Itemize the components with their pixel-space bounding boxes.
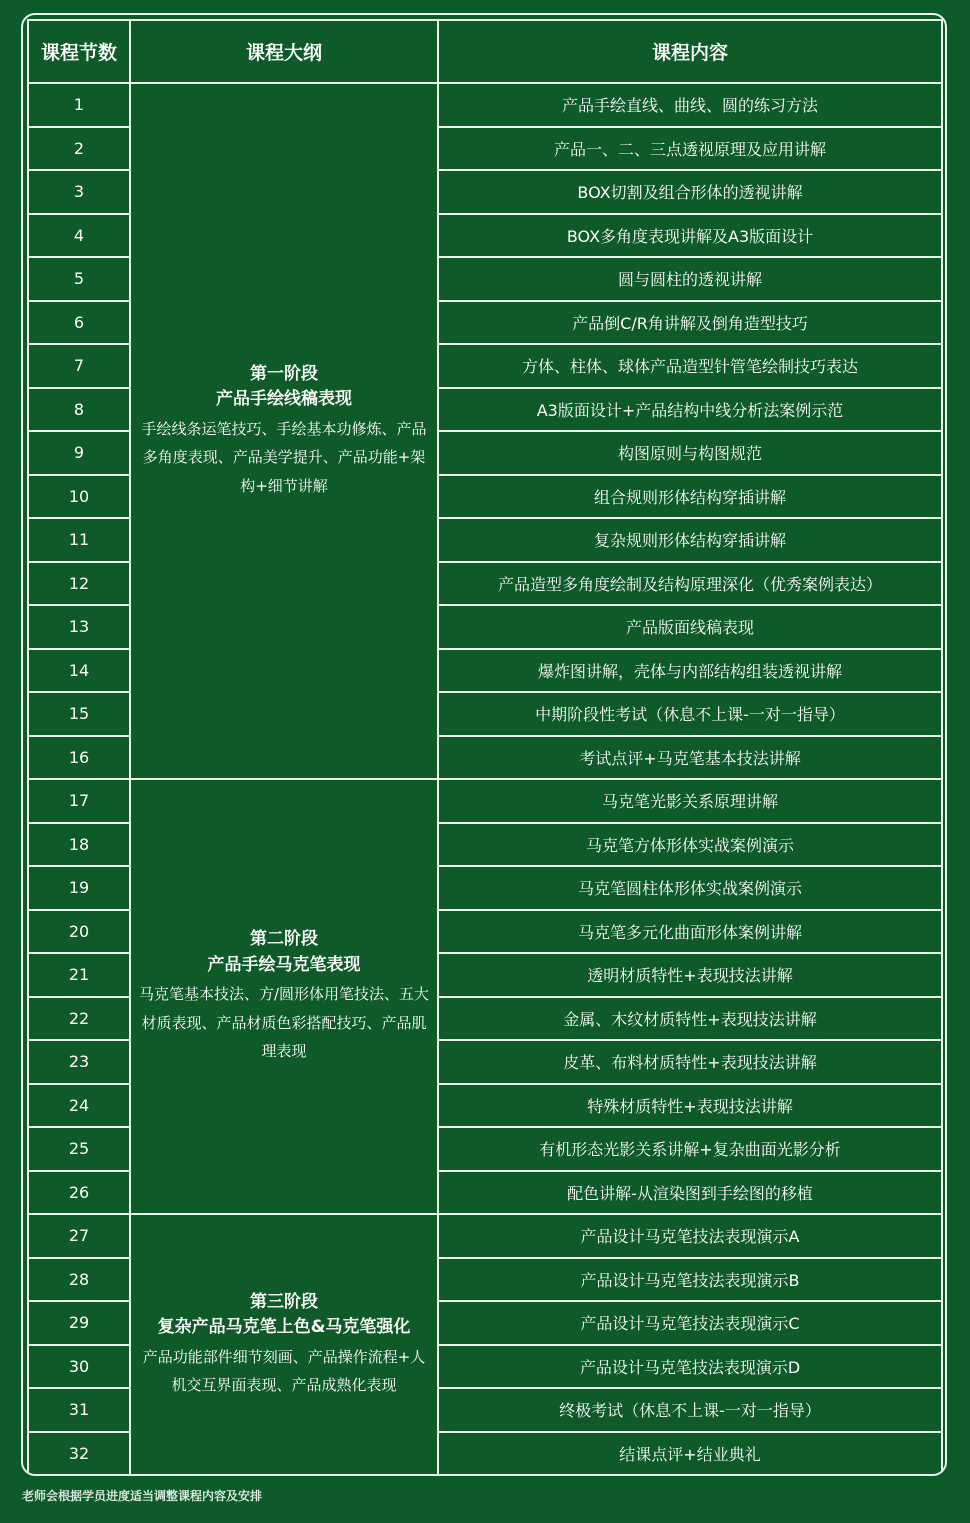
lesson-number: 10 (28, 475, 130, 519)
lesson-number: 1 (28, 83, 130, 127)
lesson-content: 马克笔方体形体实战案例演示 (438, 823, 942, 867)
lesson-number: 11 (28, 518, 130, 562)
lesson-content: 皮革、布料材质特性+表现技法讲解 (438, 1040, 942, 1084)
lesson-number: 21 (28, 953, 130, 997)
header-lesson-number: 课程节数 (28, 20, 130, 83)
lesson-content: 产品造型多角度绘制及结构原理深化（优秀案例表达） (438, 562, 942, 606)
lesson-content: A3版面设计+产品结构中线分析法案例示范 (438, 388, 942, 432)
lesson-number: 2 (28, 127, 130, 171)
lesson-content: 圆与圆柱的透视讲解 (438, 257, 942, 301)
table-row (28, 83, 942, 127)
lesson-number: 29 (28, 1301, 130, 1345)
lesson-number: 7 (28, 344, 130, 388)
lesson-number: 32 (28, 1432, 130, 1476)
lesson-number: 12 (28, 562, 130, 606)
course-table-frame (21, 13, 947, 1476)
lesson-number: 3 (28, 170, 130, 214)
header-content: 课程内容 (438, 20, 942, 83)
lesson-number: 13 (28, 605, 130, 649)
lesson-content: 金属、木纹材质特性+表现技法讲解 (438, 997, 942, 1041)
stage-description: 马克笔基本技法、方/圆形体用笔技法、五大材质表现、产品材质色彩搭配技巧、产品肌理表现 (138, 985, 430, 1061)
table-row (28, 779, 942, 823)
lesson-number: 16 (28, 736, 130, 780)
lesson-number: 27 (28, 1214, 130, 1258)
stage-subtitle: 复杂产品马克笔上色&马克笔强化 (157, 1317, 411, 1337)
lesson-number: 17 (28, 779, 130, 823)
lesson-content: 方体、柱体、球体产品造型针管笔绘制技巧表达 (438, 344, 942, 388)
lesson-content: 组合规则形体结构穿插讲解 (438, 475, 942, 519)
stage-description: 手绘线条运笔技巧、手绘基本功修炼、产品多角度表现、产品美学提升、产品功能+架构+细节讲解 (141, 419, 427, 495)
lesson-number: 22 (28, 997, 130, 1041)
lesson-content: 产品手绘直线、曲线、圆的练习方法 (438, 83, 942, 127)
table-row (28, 1214, 942, 1258)
lesson-content: BOX切割及组合形体的透视讲解 (438, 170, 942, 214)
stage-subtitle: 产品手绘线稿表现 (216, 389, 352, 410)
footnote: 老师会根据学员进度适当调整课程内容及安排 (22, 1489, 263, 1503)
lesson-content: 马克笔圆柱体形体实战案例演示 (438, 866, 942, 910)
lesson-content: 特殊材质特性+表现技法讲解 (438, 1084, 942, 1128)
lesson-content: 结课点评+结业典礼 (438, 1432, 942, 1476)
stage-description: 产品功能部件细节刻画、产品操作流程+人机交互界面表现、产品成熟化表现 (142, 1347, 426, 1394)
lesson-content: 有机形态光影关系讲解+复杂曲面光影分析 (438, 1127, 942, 1171)
lesson-number: 4 (28, 214, 130, 258)
stage-title: 第三阶段 (250, 1291, 318, 1312)
stage-cell (130, 1214, 438, 1475)
lesson-content: 终极考试（休息不上课-一对一指导） (438, 1388, 942, 1432)
lesson-number: 8 (28, 388, 130, 432)
lesson-content: BOX多角度表现讲解及A3版面设计 (438, 214, 942, 258)
stage-cell (130, 83, 438, 779)
course-table (27, 19, 943, 1476)
lesson-content: 产品版面线稿表现 (438, 605, 942, 649)
lesson-number: 19 (28, 866, 130, 910)
lesson-number: 23 (28, 1040, 130, 1084)
lesson-content: 中期阶段性考试（休息不上课-一对一指导） (438, 692, 942, 736)
lesson-content: 复杂规则形体结构穿插讲解 (438, 518, 942, 562)
stage-title: 第二阶段 (250, 929, 318, 950)
lesson-content: 马克笔多元化曲面形体案例讲解 (438, 910, 942, 954)
lesson-number: 20 (28, 910, 130, 954)
lesson-content: 产品设计马克笔技法表现演示C (438, 1301, 942, 1345)
lesson-number: 18 (28, 823, 130, 867)
stage-cell (130, 779, 438, 1214)
lesson-content: 产品一、二、三点透视原理及应用讲解 (438, 127, 942, 171)
lesson-number: 5 (28, 257, 130, 301)
lesson-number: 30 (28, 1345, 130, 1389)
stage-title: 第一阶段 (250, 363, 318, 384)
lesson-number: 9 (28, 431, 130, 475)
stage-subtitle: 产品手绘马克笔表现 (207, 954, 361, 975)
lesson-number: 25 (28, 1127, 130, 1171)
lesson-content: 产品设计马克笔技法表现演示B (438, 1258, 942, 1302)
table-header-row (28, 20, 942, 83)
lesson-content: 透明材质特性+表现技法讲解 (438, 953, 942, 997)
lesson-content: 考试点评+马克笔基本技法讲解 (438, 736, 942, 780)
lesson-content: 产品设计马克笔技法表现演示A (438, 1214, 942, 1258)
lesson-number: 26 (28, 1171, 130, 1215)
lesson-content: 产品设计马克笔技法表现演示D (438, 1345, 942, 1389)
lesson-content: 构图原则与构图规范 (438, 431, 942, 475)
lesson-content: 产品倒C/R角讲解及倒角造型技巧 (438, 301, 942, 345)
lesson-number: 28 (28, 1258, 130, 1302)
lesson-number: 6 (28, 301, 130, 345)
lesson-number: 31 (28, 1388, 130, 1432)
header-outline: 课程大纲 (130, 20, 438, 83)
lesson-number: 15 (28, 692, 130, 736)
lesson-number: 14 (28, 649, 130, 693)
lesson-content: 马克笔光影关系原理讲解 (438, 779, 942, 823)
lesson-number: 24 (28, 1084, 130, 1128)
course-table-body (28, 83, 942, 1475)
lesson-content: 配色讲解-从渲染图到手绘图的移植 (438, 1171, 942, 1215)
lesson-content: 爆炸图讲解，壳体与内部结构组装透视讲解 (438, 649, 942, 693)
